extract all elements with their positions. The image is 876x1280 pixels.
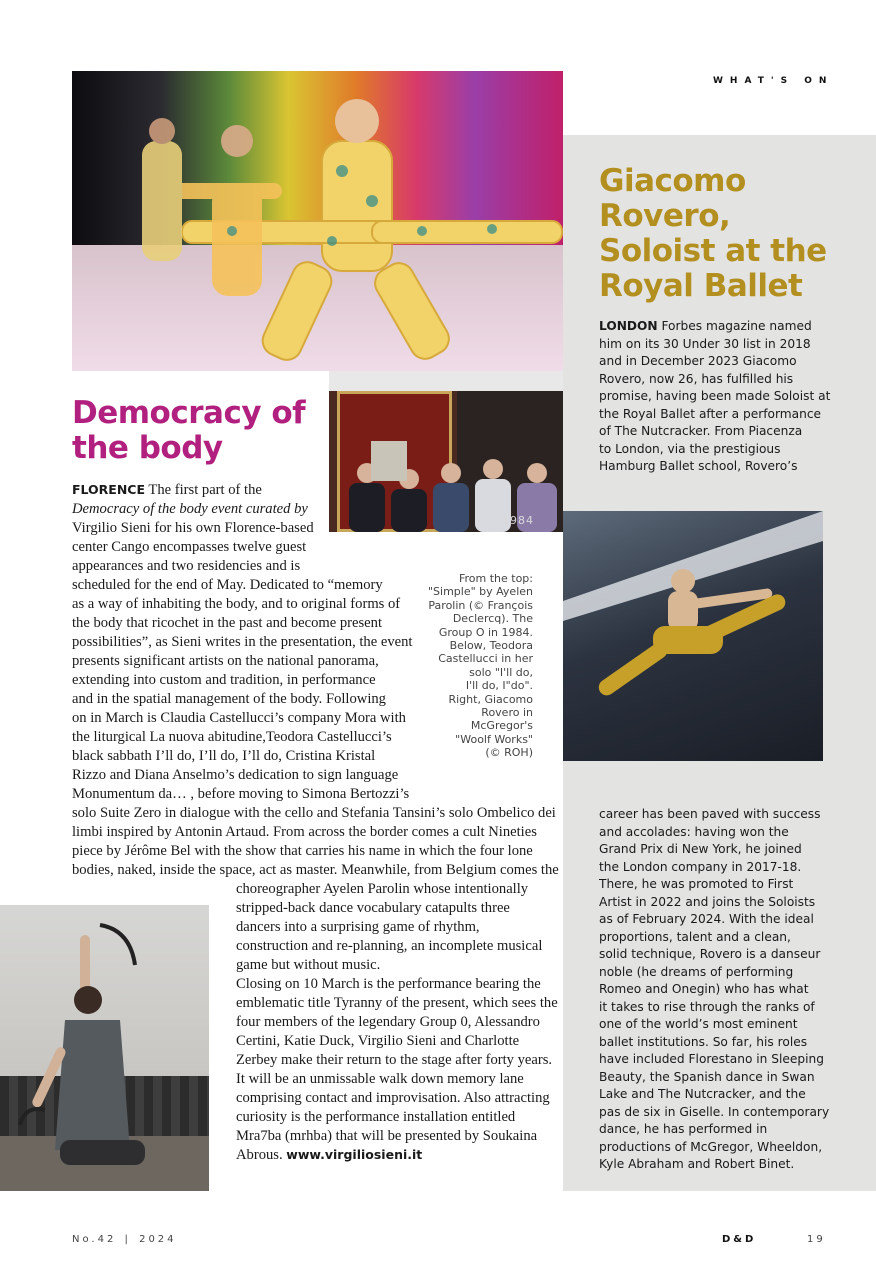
photo-year-label: 1984 — [502, 514, 534, 527]
body-line: promise, having been made Soloist at — [599, 389, 831, 403]
body-line: center Cango encompasses twelve guest — [72, 539, 307, 555]
body-line: productions of McGregor, Wheeldon, — [599, 1139, 823, 1154]
caption-line: (© ROH) — [485, 746, 533, 760]
body-line: Grand Prix di New York, he joined — [599, 842, 802, 856]
caption-line: I'll do, I"do". — [465, 679, 533, 693]
left-headline: Democracy of the body — [72, 395, 306, 466]
body-line: the body that ricochet in the past and become present — [72, 615, 383, 631]
section-label: WHAT'S ON — [713, 76, 834, 86]
body-line: black sabbath I’ll do, I’ll do, I’ll do, Cristina Kristal — [72, 748, 376, 764]
body-line: ballet institutions. So far, his roles — [599, 1034, 808, 1049]
body-line: stripped-back dance vocabulary catapults three — [236, 900, 510, 916]
body-line: Artist in 2022 and joins the Soloists — [599, 894, 816, 909]
body-line: on in March is Claudia Castellucci’s company Mora with — [72, 710, 406, 726]
body-line: solo Suite Zero in dialogue with the cello and Stefania Tansini’s solo Ombelico dei — [72, 805, 556, 821]
body-line: dance, he has performed in — [599, 1122, 768, 1136]
body-line: proportions, talent and a clean, — [599, 929, 791, 944]
body-line: of The Nutcracker. From Piacenza — [599, 424, 803, 438]
photo-caption — [420, 572, 533, 760]
caption-line: Declercq). The — [452, 612, 533, 626]
body-line: The first part of the — [145, 482, 262, 498]
body-line: possibilities”, as Sieni writes in the presentation, the event — [72, 634, 413, 650]
caption-line: Rovero in — [481, 706, 533, 720]
body-line: to London, via the prestigious — [599, 441, 781, 456]
issue-number: No.42 — [72, 1234, 117, 1245]
body-line: Lake and The Nutcracker, and the — [599, 1087, 806, 1101]
body-line: choreographer Ayelen Parolin whose intentionally — [236, 881, 529, 897]
caption-line: Group O in 1984. — [438, 625, 533, 639]
ballet-dancer-illustration — [563, 511, 823, 761]
body-line: Zerbey make their return to the stage after forty years. — [236, 1052, 553, 1068]
body-line: noble (he dreams of performing — [599, 964, 794, 979]
body-line: and in December 2023 Giacomo — [599, 354, 797, 368]
body-line: Rovero, now 26, has fulfilled his — [599, 371, 794, 386]
caption-line: Castellucci in her — [438, 652, 533, 666]
body-line: have included Florestano in Sleeping — [599, 1052, 824, 1066]
body-line: curiosity is the performance installation entitled — [236, 1109, 516, 1125]
body-line: one of the world’s most eminent — [599, 1017, 798, 1031]
caption-line: solo "I'll do, — [469, 665, 533, 679]
body-line: career has been paved with success — [599, 807, 821, 821]
body-line: It will be an unmissable walk down memory lane — [236, 1071, 524, 1087]
body-line: comprising contact and improvisation. Also attracting — [236, 1090, 550, 1106]
body-line: limbi inspired by Antonin Artaud. From across the border comes a cult Nineties — [72, 824, 537, 840]
photo-rovero-woolf-works — [563, 511, 823, 761]
body-line: There, he was promoted to First — [599, 877, 794, 891]
body-line: emblematic title Tyranny of the present, which sees the — [236, 995, 558, 1011]
caption-line: "Simple" by Ayelen — [427, 585, 533, 599]
body-line: Monumentum da… , before moving to Simona Bertozzi’s — [72, 786, 410, 802]
issue-year: 2024 — [139, 1234, 177, 1245]
right-article-bottom — [599, 806, 869, 1174]
body-line: the London company in 2017-18. — [599, 859, 802, 874]
body-line: solid technique, Rovero is a danseur — [599, 947, 821, 961]
right-article-top — [599, 318, 859, 476]
body-line: it takes to rise through the ranks of — [599, 999, 815, 1014]
body-line: Democracy of the body event curated by — [72, 501, 308, 517]
body-line: the liturgical La nuova abitudine,Teodora Castellucci’s — [72, 729, 392, 745]
body-line: Certini, Katie Duck, Virgilio Sieni and Charlotte — [236, 1033, 520, 1049]
body-line: Rizzo and Diana Anselmo’s dedication to sign language — [72, 767, 399, 783]
body-line: as a way of inhabiting the body, and to original forms of — [72, 596, 401, 612]
footer-brand: D&D — [722, 1234, 757, 1245]
body-line: Beauty, the Spanish dance in Swan — [599, 1069, 815, 1084]
body-line: Hamburg Ballet school, Rovero’s — [599, 459, 798, 473]
right-headline — [599, 164, 849, 304]
dateline-florence: FLORENCE — [72, 482, 146, 497]
caption-line: McGregor's — [470, 719, 533, 733]
footer-issue — [72, 1234, 177, 1245]
caption-line: Below, Teodora — [449, 639, 533, 653]
body-line: scheduled for the end of May. Dedicated to “memory — [72, 577, 383, 593]
headline-line: Soloist at the — [599, 233, 827, 269]
body-line: appearances and two residencies and is — [72, 558, 301, 574]
headline-line: Rovero, — [599, 198, 731, 234]
body-line: presents significant artists on the national panorama, — [72, 653, 379, 669]
body-line: construction and re-planning, an incomplete musical — [236, 938, 543, 954]
body-line: Mra7ba (mrhba) that will be presented by Soukaina — [236, 1128, 538, 1144]
caption-line: Right, Giacomo — [448, 692, 533, 706]
dateline-london: LONDON — [599, 319, 658, 333]
body-line: game but without music. — [236, 957, 381, 973]
body-line: Closing on 10 March is the performance bearing the — [236, 976, 541, 992]
body-line: him on its 30 Under 30 list in 2018 — [599, 336, 811, 351]
body-line: pas de six in Giselle. In contemporary — [599, 1104, 830, 1119]
body-line: Virgilio Sieni for his own Florence-based — [72, 520, 314, 536]
body-line: extending into custom and tradition, in performance — [72, 672, 376, 688]
body-line: Romeo and Onegin) who has what — [599, 982, 809, 996]
headline-line: Giacomo — [599, 163, 746, 199]
caption-line: Parolin (© François — [428, 598, 533, 612]
page-number: 19 — [807, 1234, 826, 1245]
body-line: and in the spatial management of the body. Following — [72, 691, 386, 707]
caption-line: "Woolf Works" — [455, 732, 533, 746]
caption-line: From the top: — [458, 572, 533, 585]
body-line: piece by Jérôme Bel with the show that carries his name in which the four lone — [72, 843, 533, 859]
body-line: dancers into a surprising game of rhythm, — [236, 919, 480, 935]
body-line: Forbes magazine named — [657, 319, 812, 333]
body-line: as of February 2024. With the ideal — [599, 912, 814, 926]
body-line: Abrous. — [236, 1147, 287, 1163]
body-line: bodies, naked, inside the space, act as master. Meanwhile, from Belgium comes the — [72, 862, 559, 878]
footer-separator: | — [124, 1234, 131, 1245]
body-line: Kyle Abraham and Robert Binet. — [599, 1157, 795, 1171]
headline-line: Royal Ballet — [599, 268, 803, 304]
website-link[interactable]: www.virgiliosieni.it — [286, 1147, 423, 1162]
body-line: the Royal Ballet after a performance — [599, 406, 822, 421]
body-line: and accolades: having won the — [599, 824, 789, 839]
body-line: four members of the legendary Group 0, Alessandro — [236, 1014, 540, 1030]
